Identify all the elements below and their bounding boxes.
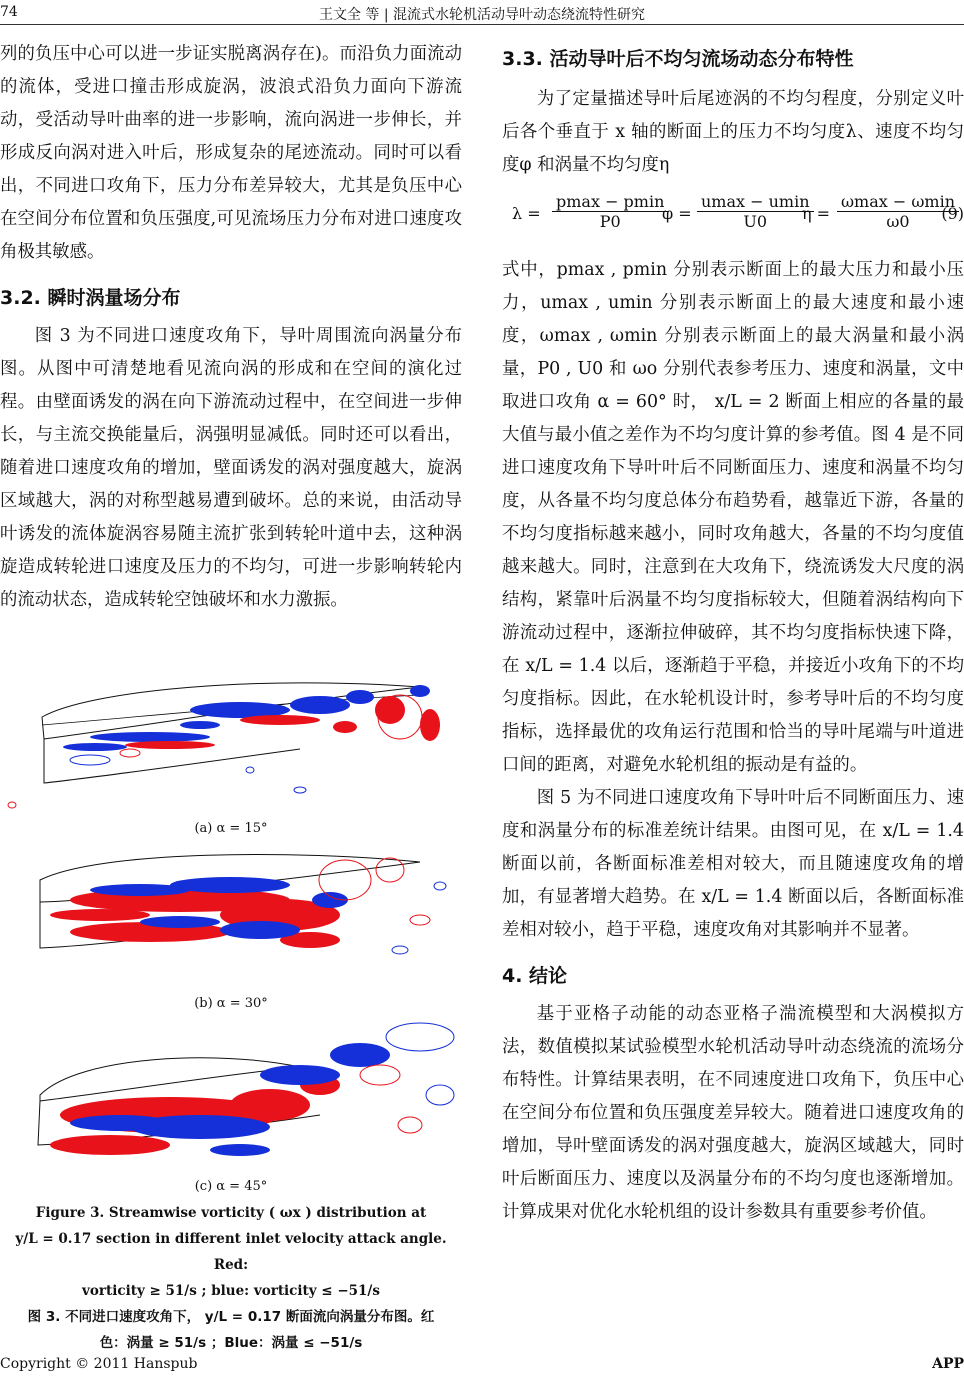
right-column bbox=[502, 44, 964, 1229]
copyright: Copyright © 2011 Hanspub bbox=[0, 1356, 198, 1372]
section-3-3-heading: 3.3. 活动导叶后不均匀流场动态分布特性 bbox=[502, 48, 854, 70]
vorticity-panel-a bbox=[0, 665, 462, 817]
subcaption-c: (c) α = 45° bbox=[194, 1179, 268, 1194]
figure-3 bbox=[0, 665, 462, 1356]
header-rule bbox=[0, 24, 964, 25]
eq-lambda-numerator: pmax − pmin bbox=[552, 192, 668, 212]
caption-en-line-2: y/L = 0.17 section in different inlet velocity attack angle. Red: bbox=[15, 1231, 447, 1273]
right-paragraph-3: 图 5 为不同进口速度攻角下导叶叶后不同断面压力、速度和涡量分布的标准差统计结果。由图可见，在 x/L = 1.4 断面以前，各断面标准差相对较大，而且随速度攻角的增加，有显著增大趋势。在 x/L = 1.4 断面以后，各断面标准差相对较小，趋于平稳，速度攻角对其影响并不显著。 bbox=[502, 788, 964, 940]
right-paragraph-4: 基于亚格子动能的动态亚格子湍流模型和大涡模拟方法，数值模拟某试验模型水轮机活动导叶动态绕流的流场分布特性。计算结果表明，在不同速度进口攻角下，负压中心在空间分布位置和负压强度差异较大。随着进口速度攻角的增加，导叶壁面诱发的涡对强度越大，旋涡区域越大，同时叶后断面压力、速度以及涡量分布的不均匀度也逐渐增加。计算成果对优化水轮机组的设计参数具有重要参考价值。 bbox=[502, 1004, 964, 1222]
subcaption-a: (a) α = 15° bbox=[194, 821, 268, 836]
right-paragraph-1: 为了定量描述导叶后尾迹涡的不均匀程度，分别定义叶后各个垂直于 x 轴的断面上的压力不均匀度λ、速度不均匀度φ 和涡量不均匀度η bbox=[502, 89, 964, 175]
section-3-2-heading: 3.2. 瞬时涡量场分布 bbox=[0, 287, 181, 309]
journal-name: APP bbox=[932, 1356, 964, 1372]
left-column bbox=[0, 38, 462, 617]
eq-number: (9) bbox=[941, 204, 964, 223]
eq-eta-denominator: ω0 bbox=[886, 212, 910, 231]
caption-en-line-3: vorticity ≥ 51/s ; blue: vorticity ≤ −51/s bbox=[82, 1283, 380, 1299]
caption-cn-line-1: 图 3. 不同进口速度攻角下， y/L = 0.17 断面流向涡量分布图。红 bbox=[27, 1309, 435, 1325]
figure-caption bbox=[0, 1200, 462, 1356]
caption-cn-line-2: 色：涡量 ≥ 51/s ；Blue：涡量 ≤ −51/s bbox=[99, 1335, 363, 1351]
eq-eta-lhs: η = bbox=[802, 204, 831, 223]
page-number: 74 bbox=[0, 4, 18, 20]
caption-en-line-1: Figure 3. Streamwise vorticity ( ωx ) distribution at bbox=[35, 1205, 427, 1221]
running-title: 王文全 等 | 混流式水轮机活动导叶动态绕流特性研究 bbox=[318, 7, 646, 23]
eq-eta-numerator: ωmax − ωmin bbox=[837, 192, 959, 212]
vorticity-panel-c bbox=[0, 1015, 462, 1175]
eq-phi-denominator: U0 bbox=[743, 212, 768, 231]
eq-phi-lhs: φ = bbox=[662, 204, 692, 223]
left-paragraph-1: 列的负压中心可以进一步证实脱离涡存在)。而沿负力面流动的流体，受进口撞击形成旋涡，波浪式沿负力面向下游流动，受活动导叶曲率的进一步影响，流向涡进一步伸长，并形成反向涡对进入叶后，形成复杂的尾迹流动。同时可以看出，不同进口攻角下，压力分布差异较大，尤其是负压中心在空间分布位置和负压强度,可见流场压力分布对进口速度攻角极其敏感。 bbox=[0, 44, 462, 262]
eq-lambda-denominator: P0 bbox=[599, 212, 621, 231]
left-paragraph-2: 图 3 为不同进口速度攻角下，导叶周围流向涡量分布图。从图中可清楚地看见流向涡的形成和在空间的演化过程。由壁面诱发的涡在向下游流动过程中，在空间进一步伸长，与主流交换能量后，涡强明显减低。同时还可以看出，随着进口速度攻角的增加，壁面诱发的涡对强度越大，旋涡区域越大，涡的对称型越易遭到破坏。总的来说，由活动导叶诱发的流体旋涡容易随主流扩张到转轮叶道中去，这种涡旋造成转轮进口速度及压力的不均匀，可进一步影响转轮内的流动状态，造成转轮空蚀破坏和水力激振。 bbox=[0, 326, 462, 610]
equation-9 bbox=[502, 192, 964, 242]
eq-phi-numerator: umax − umin bbox=[697, 192, 814, 212]
eq-lambda-lhs: λ = bbox=[512, 204, 541, 223]
section-4-heading: 4. 结论 bbox=[502, 965, 568, 987]
right-paragraph-2: 式中，pmax , pmin 分别表示断面上的最大压力和最小压力，umax , umin 分别表示断面上的最大速度和最小速度，ωmax , ωmin 分别表示断面上的最大涡量和最小涡量，P0 , U0 和 ωo 分别代表参考压力、速度和涡量，文中取进口攻角 α = 60° 时， x/L = 2 断面上相应的各量的最大值与最小值之差作为不均匀度计算的参考值。图 4 是不同进口速度攻角下导叶叶后不同断面压力、速度和涡量不均匀度，从各量不均匀度总体分布趋势看，越靠近下游，各量的不均匀度指标越来越小，同时攻角越大，各量的不均匀度值越来越大。同时，注意到在大攻角下，绕流诱发大尺度的涡结构，紧靠叶后涡量不均匀度指标较大，但随着涡结构向下游流动过程中，逐渐拉伸破碎，其不均匀度指标快速下降，在 x/L = 1.4 以后，逐渐趋于平稳，并接近小攻角下的不均匀度指标。因此，在水轮机设计时，参考导叶后的不均匀度指标，选择最优的攻角运行范围和恰当的导叶尾端与叶道进口间的距离，对避免水轮机组的振动是有益的。 bbox=[502, 260, 964, 775]
subcaption-b: (b) α = 30° bbox=[194, 996, 268, 1011]
vorticity-panel-b bbox=[0, 840, 462, 992]
